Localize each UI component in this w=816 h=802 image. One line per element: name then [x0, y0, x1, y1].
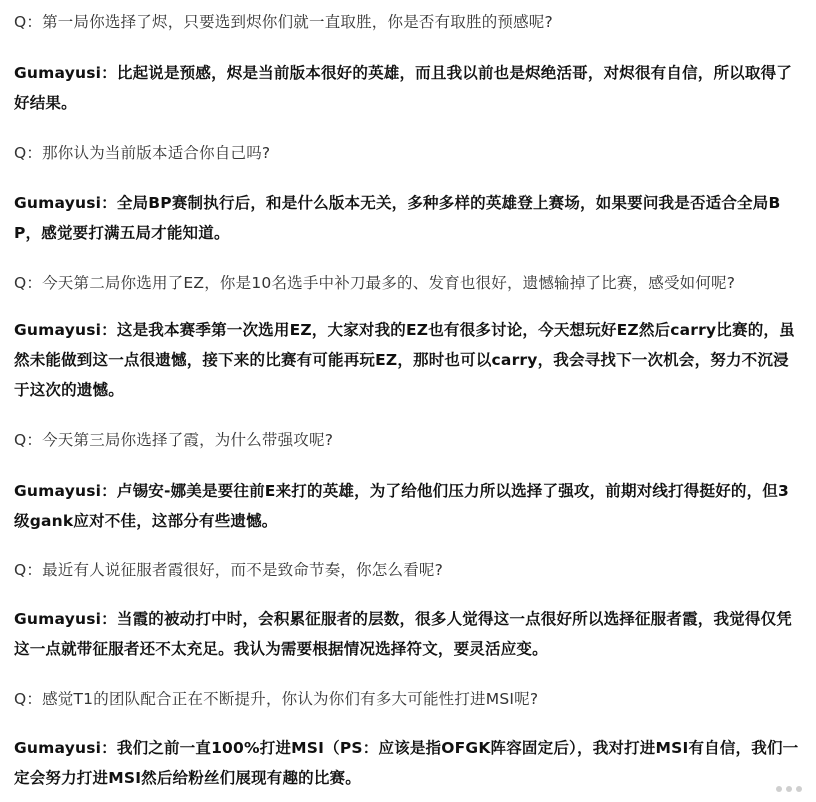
answer-4 — [14, 476, 804, 536]
question-text: 感觉T1的团队配合正在不断提升，你认为你们有多大可能性打进MSI呢? — [42, 690, 539, 708]
answer-3 — [14, 315, 804, 405]
answer-text: 当霞的被动打中时，会积累征服者的层数，很多人觉得这一点很好所以选择征服者霞，我觉得仅凭这一点就带征服者还不太充足。我认为需要根据情况选择符文，要灵活应变。 — [14, 610, 792, 658]
question-5 — [14, 555, 804, 585]
answer-speaker: Gumayusi： — [14, 64, 117, 82]
answer-text: 比起说是预感，烬是当前版本很好的英雄，而且我以前也是烬绝活哥，对烬很有自信，所以取得了好结果。 — [14, 64, 792, 112]
question-text: 最近有人说征服者霞很好，而不是致命节奏，你怎么看呢? — [42, 561, 444, 579]
question-prefix: Q： — [14, 561, 43, 579]
question-prefix: Q： — [14, 144, 43, 162]
question-3 — [14, 268, 804, 298]
answer-speaker: Gumayusi： — [14, 321, 117, 339]
question-1 — [14, 7, 804, 37]
answer-speaker: Gumayusi： — [14, 610, 117, 628]
watermark-dot-icon — [796, 786, 802, 792]
answer-speaker: Gumayusi： — [14, 482, 117, 500]
watermark-dot-icon — [776, 786, 782, 792]
watermark-dot-icon — [786, 786, 792, 792]
answer-speaker: Gumayusi： — [14, 739, 117, 757]
watermark — [776, 786, 802, 792]
question-prefix: Q： — [14, 274, 43, 292]
question-2 — [14, 138, 804, 168]
question-6 — [14, 684, 804, 714]
question-4 — [14, 425, 804, 455]
answer-6 — [14, 733, 804, 793]
answer-text: 全局BP赛制执行后，和是什么版本无关，多种多样的英雄登上赛场，如果要问我是否适合全局BP，感觉要打满五局才能知道。 — [14, 194, 781, 242]
question-text: 第一局你选择了烬，只要选到烬你们就一直取胜，你是否有取胜的预感呢? — [42, 13, 553, 31]
answer-text: 这是我本赛季第一次选用EZ，大家对我的EZ也有很多讨论，今天想玩好EZ然后carry比赛的，虽然未能做到这一点很遗憾，接下来的比赛有可能再玩EZ，那时也可以carry，我会寻找下一次机会，努力不沉浸于这次的遗憾。 — [14, 321, 795, 399]
answer-5 — [14, 604, 804, 664]
answer-1 — [14, 58, 804, 118]
answer-text: 我们之前一直100%打进MSI（PS：应该是指OFGK阵容固定后），我对打进MSI有自信，我们一定会努力打进MSI然后给粉丝们展现有趣的比赛。 — [14, 739, 799, 787]
question-text: 那你认为当前版本适合你自己吗? — [42, 144, 271, 162]
question-prefix: Q： — [14, 13, 43, 31]
question-text: 今天第三局你选择了霞，为什么带强攻呢? — [42, 431, 334, 449]
question-prefix: Q： — [14, 690, 43, 708]
question-prefix: Q： — [14, 431, 43, 449]
question-text: 今天第二局你选用了EZ，你是10名选手中补刀最多的、发育也很好，遗憾输掉了比赛，感受如何呢? — [42, 274, 736, 292]
answer-2 — [14, 188, 804, 248]
answer-speaker: Gumayusi： — [14, 194, 117, 212]
answer-text: 卢锡安-娜美是要往前E来打的英雄，为了给他们压力所以选择了强攻，前期对线打得挺好的，但3级gank应对不佳，这部分有些遗憾。 — [14, 482, 789, 530]
